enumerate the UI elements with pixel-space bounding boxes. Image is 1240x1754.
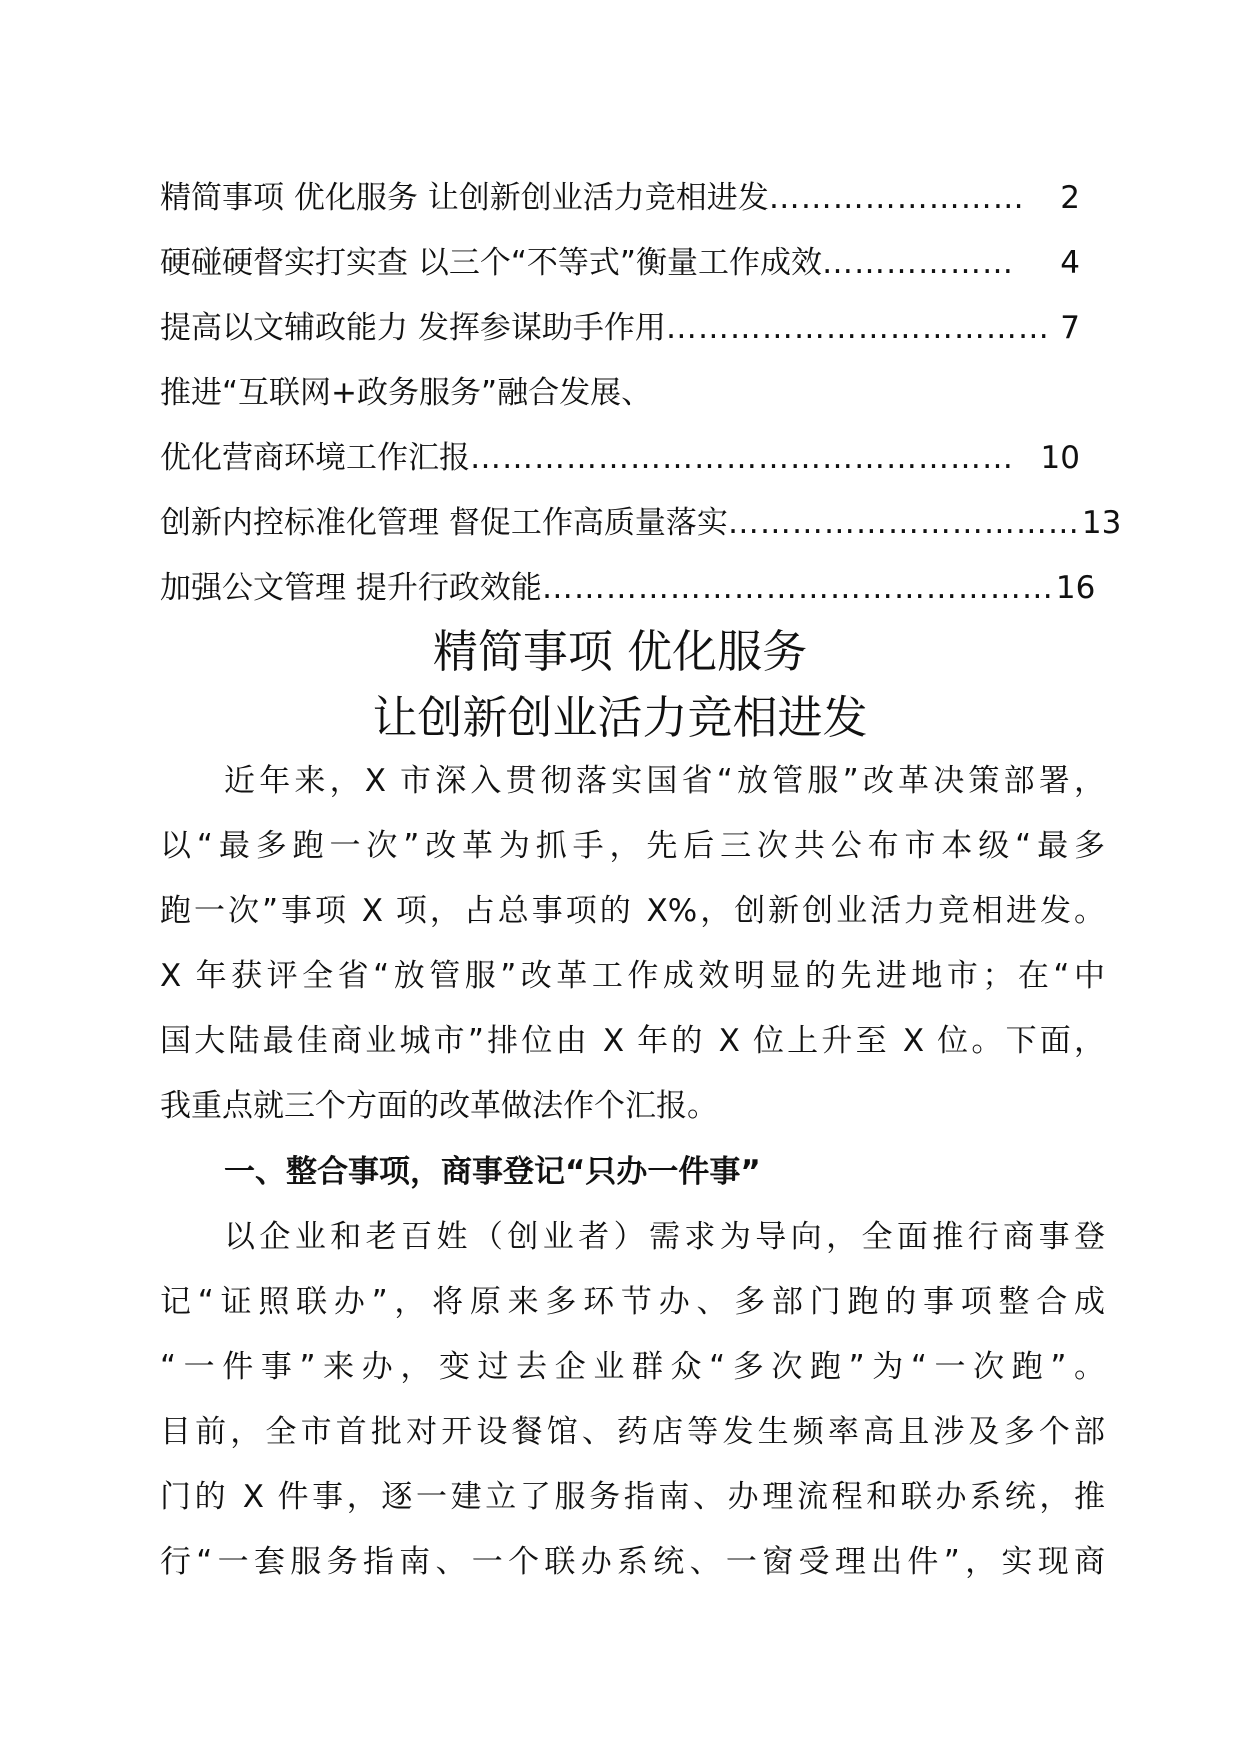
paragraph-section1 — [160, 1205, 1105, 1595]
paragraph-line: X 年获评全省“放管服”改革工作成效明显的先进地市；在“中 — [160, 958, 1105, 994]
toc-entry[interactable] — [160, 556, 1096, 621]
toc-entry[interactable] — [160, 166, 1080, 231]
toc-entry-title: 精简事项 优化服务 让创新创业活力竞相进发 — [160, 180, 769, 216]
toc-page-number: 2 — [1060, 180, 1080, 216]
toc-entry-title: 优化营商环境工作汇报 — [160, 440, 470, 476]
paragraph-line: 国大陆最佳商业城市”排位由 X 年的 X 位上升至 X 位。下面， — [160, 1023, 1105, 1059]
toc-page-number: 10 — [1040, 440, 1080, 476]
toc-entry-title: 加强公文管理 提升行政效能 — [160, 570, 542, 606]
toc-page-number: 16 — [1055, 570, 1096, 606]
paragraph-line: 记“证照联办”，将原来多环节办、多部门跑的事项整合成 — [160, 1284, 1105, 1320]
paragraph-intro — [160, 749, 1105, 1139]
section-heading: 一、整合事项，商事登记“只办一件事” — [224, 1154, 761, 1190]
paragraph-line: 以“最多跑一次”改革为抓手，先后三次共公布市本级“最多 — [160, 828, 1105, 864]
toc-leader-dots: …………………………… — [727, 505, 1080, 541]
paragraph-line: 以企业和老百姓（创业者）需求为导向，全面推行商事登 — [224, 1219, 1105, 1255]
toc-entry-title-line1[interactable]: 推进“互联网+政务服务”融合发展、 — [160, 375, 653, 411]
paragraph-line: 跑一次”事项 X 项，占总事项的 X%，创新创业活力竞相进发。 — [160, 893, 1105, 929]
toc-page-number: 7 — [1060, 310, 1080, 346]
toc-entry[interactable] — [160, 491, 1122, 556]
toc-leader-dots: …………………… — [768, 180, 1025, 216]
toc-leader-dots: …………………………………………… — [470, 440, 1014, 476]
toc-entry-title: 创新内控标准化管理 督促工作高质量落实 — [160, 505, 728, 541]
toc-entry[interactable] — [160, 296, 1080, 361]
paragraph-line: 行“一套服务指南、一个联办系统、一窗受理出件”，实现商 — [160, 1544, 1105, 1580]
toc-entry[interactable] — [160, 231, 1080, 296]
toc-entry-title: 提高以文辅政能力 发挥参谋助手作用 — [160, 310, 666, 346]
toc-page-number: 13 — [1081, 505, 1122, 541]
toc-page-number: 4 — [1060, 245, 1080, 281]
toc-entry[interactable] — [160, 426, 1080, 491]
toc-leader-dots: ………………………………………… — [541, 570, 1054, 606]
paragraph-line: 目前，全市首批对开设餐馆、药店等发生频率高且涉及多个部 — [160, 1414, 1105, 1450]
toc-leader-dots: ……………… — [821, 245, 1014, 281]
paragraph-line: 门的 X 件事，逐一建立了服务指南、办理流程和联办系统，推 — [160, 1479, 1105, 1515]
paragraph-line: “一件事”来办，变过去企业群众“多次跑”为“一次跑”。 — [160, 1349, 1105, 1385]
toc-leader-dots: ……………………………… — [665, 310, 1050, 346]
paragraph-line: 我重点就三个方面的改革做法作个汇报。 — [160, 1088, 718, 1124]
paragraph-line: 近年来，X 市深入贯彻落实国省“放管服”改革决策部署， — [224, 763, 1105, 799]
article-title-line1: 精简事项 优化服务 — [432, 625, 808, 678]
article-title-line2: 让创新创业活力竞相进发 — [372, 691, 868, 744]
toc-entry-title: 硬碰硬督实打实查 以三个“不等式”衡量工作成效 — [160, 245, 822, 281]
table-of-contents — [160, 166, 1122, 621]
section-heading-block — [160, 1140, 1105, 1205]
